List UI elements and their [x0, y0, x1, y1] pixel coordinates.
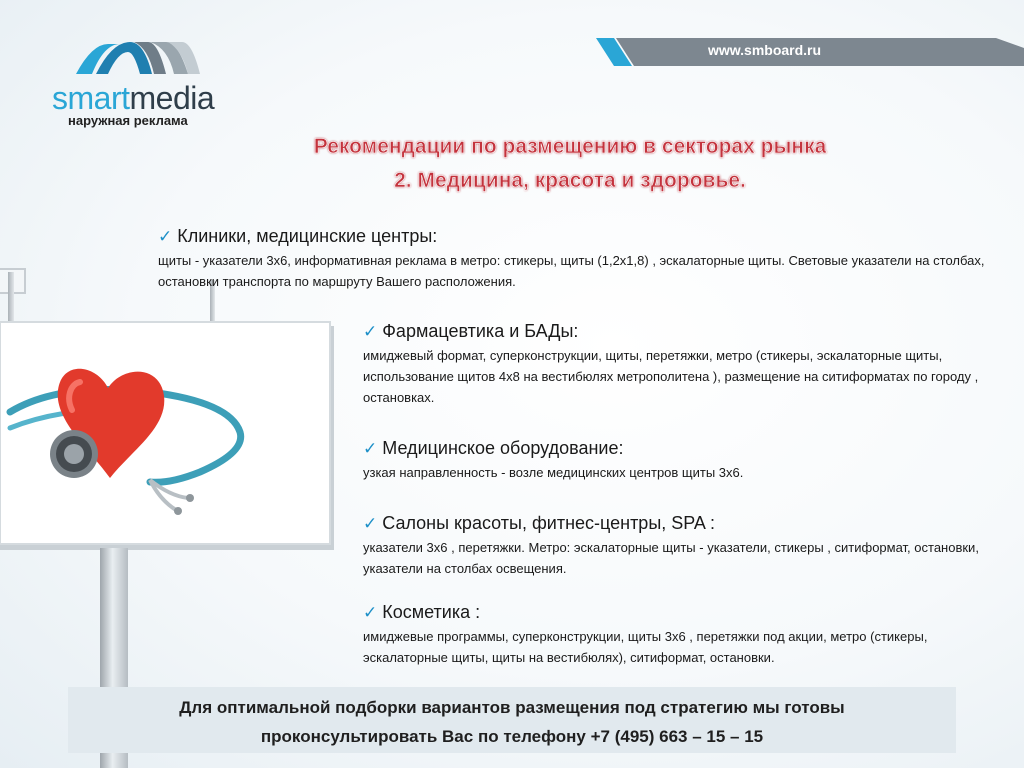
title-line-1: Рекомендации по размещению в секторах рынка	[313, 135, 827, 158]
header-url-bar	[596, 38, 1024, 66]
section-pharma-text: имиджевый формат, суперконструкции, щиты, перетяжки, метро (стикеры, эскалаторные щиты, использование щитов 4х8 на вестибюлях метрополитена ), размещение на ситиформатах по городу , остановках.	[363, 348, 979, 405]
section-clinics-text: щиты - указатели 3х6, информативная реклама в метро: стикеры, щиты (1,2х1,8) , эскалаторные щиты. Световые указатели на столбах, остановки транспорта по маршруту Вашего расположения.	[158, 253, 985, 289]
section-equipment-heading	[363, 437, 983, 460]
section-equipment-title: Медицинское оборудование:	[382, 438, 624, 458]
page-title	[220, 130, 920, 198]
section-clinics-heading	[158, 225, 998, 248]
section-cosmetics	[363, 601, 1003, 668]
checkmark-icon: ✓	[363, 514, 378, 533]
billboard-heart-illustration	[0, 320, 336, 552]
checkmark-icon: ✓	[363, 439, 378, 458]
contact-callout	[68, 687, 956, 753]
section-beauty-text: указатели 3х6 , перетяжки. Метро: эскалаторные щиты - указатели, стикеры , ситиформат, остановки, указатели на столбах освещения.	[363, 540, 979, 576]
section-pharma-heading	[363, 320, 983, 343]
checkmark-icon: ✓	[363, 322, 378, 341]
section-pharma	[363, 320, 983, 408]
logo-word-media: media	[129, 80, 215, 116]
section-equipment-text: узкая направленность - возле медицинских центров щиты 3х6.	[363, 465, 744, 480]
logo-word-smart: smart	[52, 80, 130, 116]
section-clinics-title: Клиники, медицинские центры:	[177, 226, 438, 246]
logo-mark-icon	[74, 38, 204, 78]
smartmedia-logo[interactable]	[52, 38, 232, 138]
site-url-link[interactable]: www.smboard.ru	[708, 42, 822, 58]
section-pharma-title: Фармацевтика и БАДы:	[382, 321, 579, 341]
checkmark-icon: ✓	[363, 603, 378, 622]
title-line-2: 2. Медицина, красота и здоровье.	[394, 169, 746, 192]
checkmark-icon: ✓	[158, 227, 173, 246]
section-cosmetics-text: имиджевые программы, суперконструкции, щиты 3х6 , перетяжки под акции, метро (стикеры, эскалаторные щиты, щиты на вестибюлях), ситиформат, остановки.	[363, 629, 928, 665]
section-cosmetics-title: Косметика :	[382, 602, 481, 622]
section-cosmetics-heading	[363, 601, 1003, 624]
logo-subtitle: наружная реклама	[68, 113, 188, 128]
section-clinics	[158, 225, 998, 292]
section-beauty-heading	[363, 512, 983, 535]
logo-wordmark	[52, 80, 214, 117]
callout-line-2: проконсультировать Вас по телефону +7 (495) 663 – 15 – 15	[260, 727, 764, 746]
section-beauty	[363, 512, 983, 579]
background-sign-pole	[8, 272, 14, 324]
callout-line-1: Для оптимальной подборки вариантов размещения под стратегию мы готовы	[179, 698, 845, 717]
section-equipment	[363, 437, 983, 483]
section-beauty-title: Салоны красоты, фитнес-центры, SPA :	[382, 513, 715, 533]
